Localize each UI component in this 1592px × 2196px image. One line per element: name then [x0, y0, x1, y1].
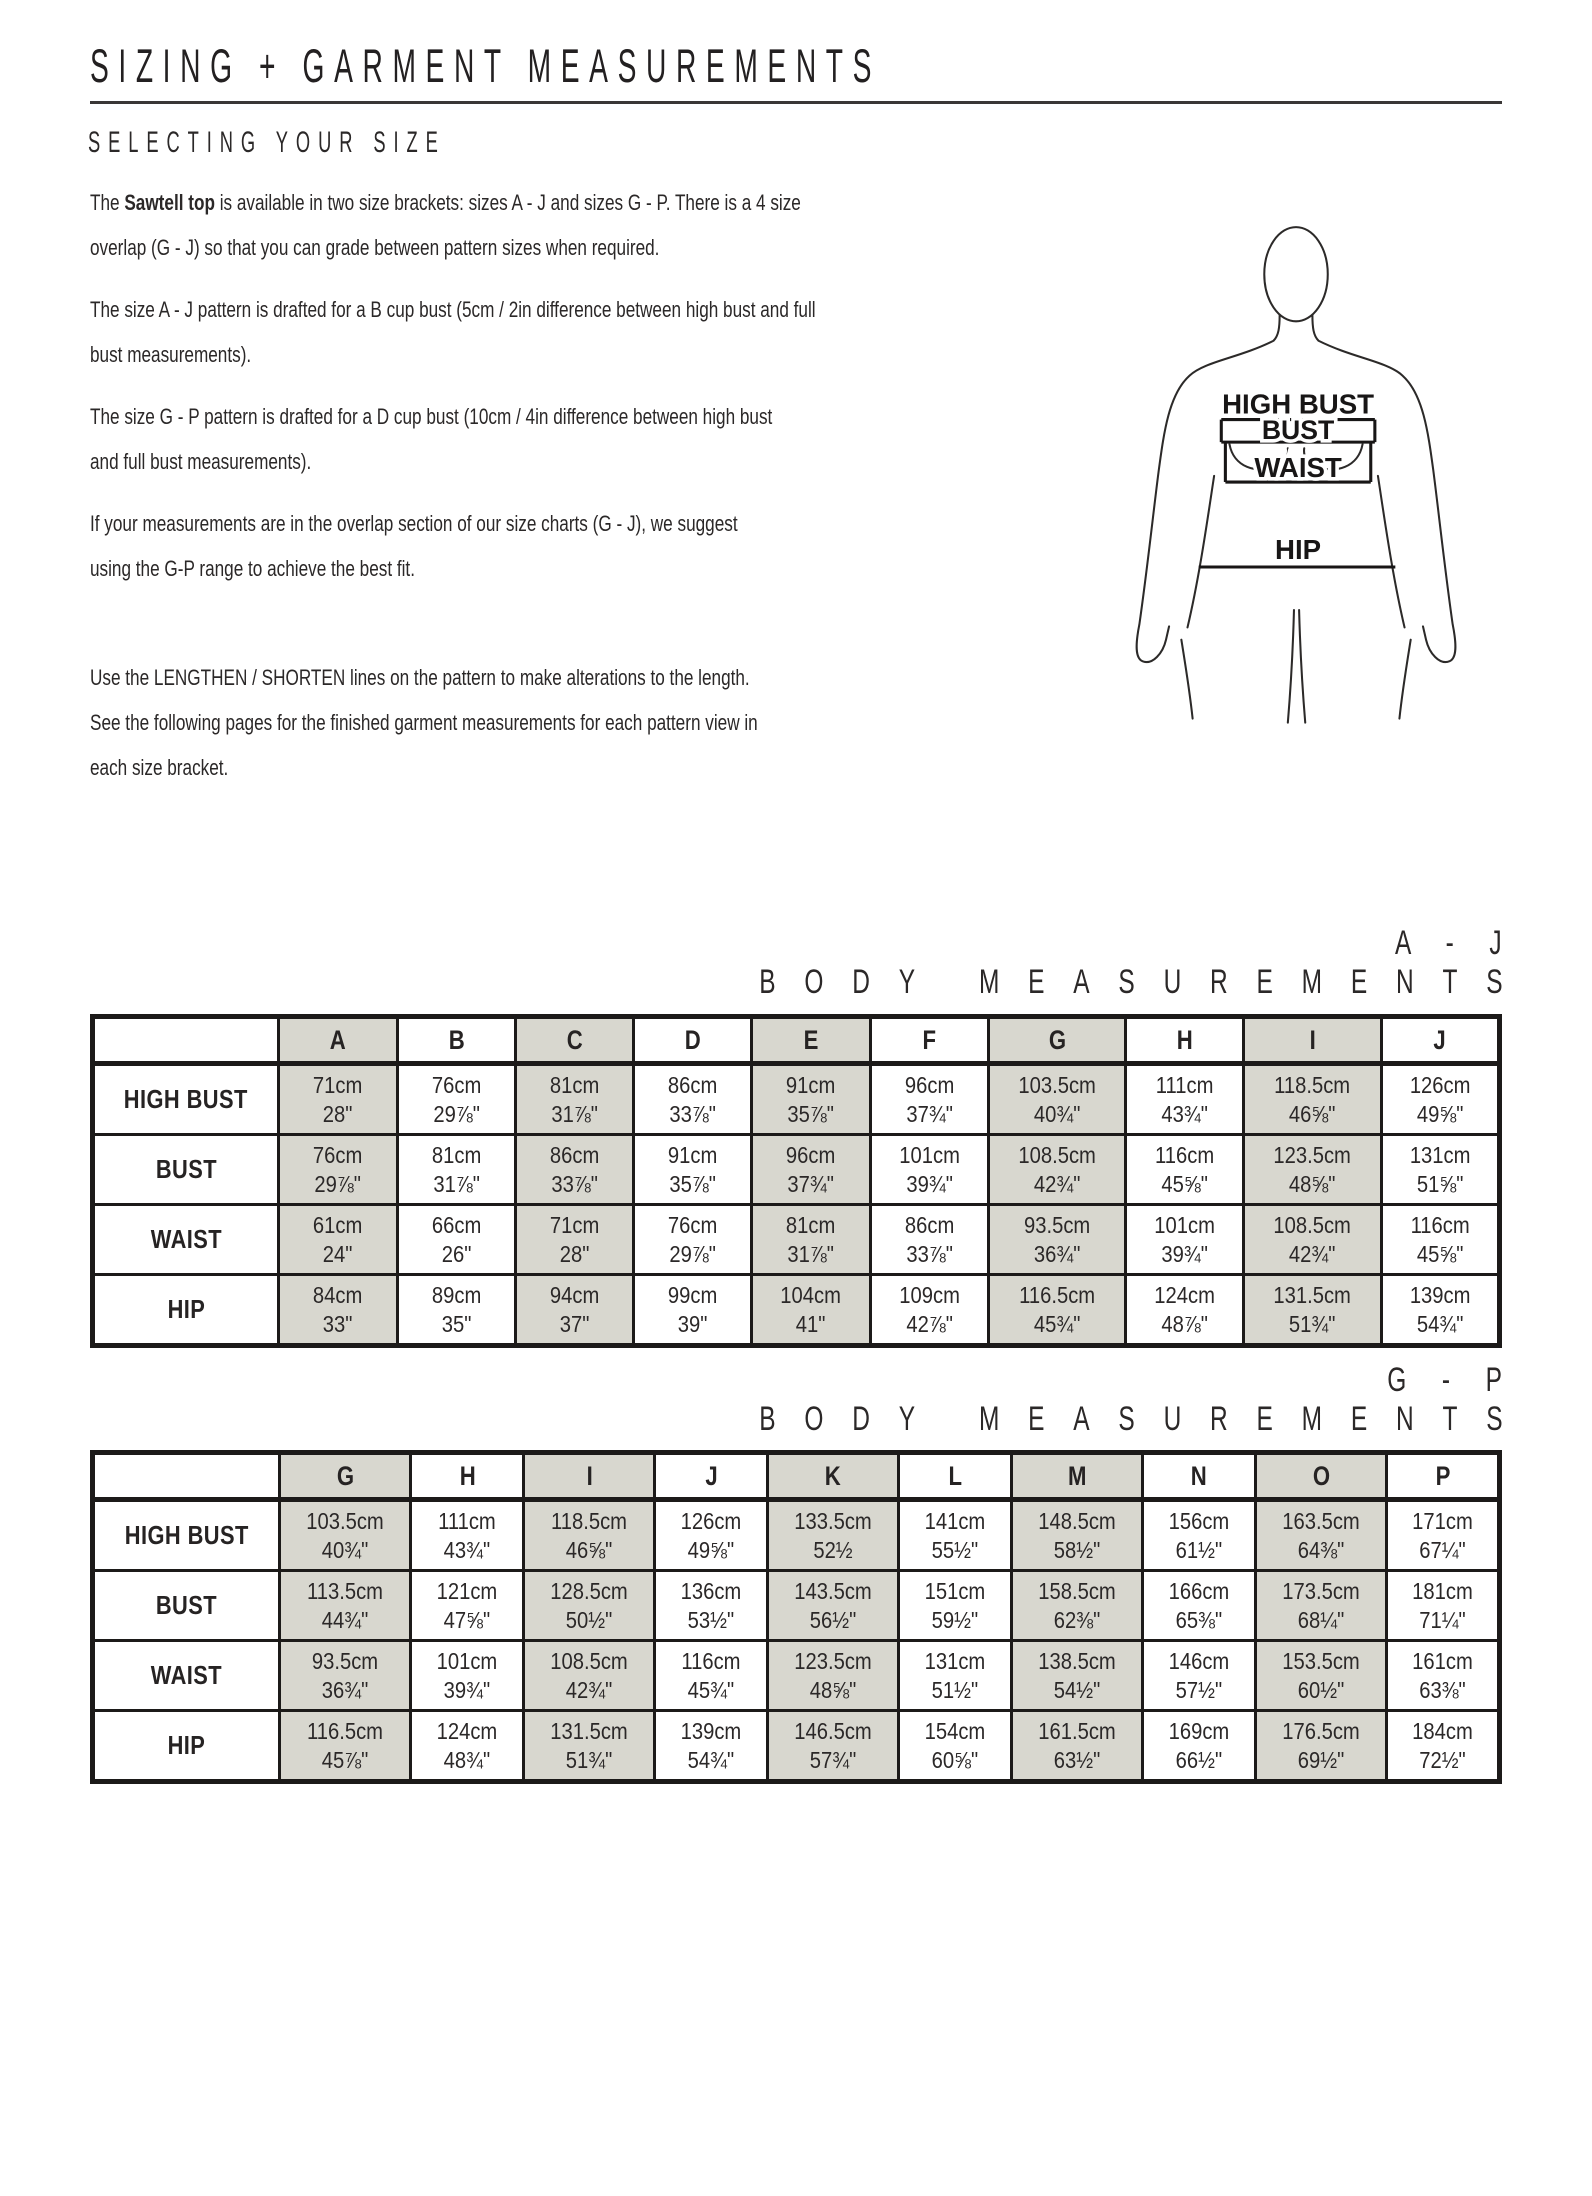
body-measurement-figure: [1080, 186, 1510, 731]
measurement-cell: 118.5cm 46⅝": [524, 1500, 655, 1571]
measurement-cell: 154cm 60⅝": [899, 1711, 1012, 1782]
table-row: [93, 1275, 1500, 1346]
measurement-cell: 86cm 33⅞": [870, 1205, 988, 1275]
size-range-label: A - J: [1395, 924, 1516, 962]
column-header-size-H: H: [411, 1453, 524, 1500]
measurement-cell: 123.5cm 48⅝": [1244, 1135, 1381, 1205]
section-heading: SELECTING YOUR SIZE: [88, 126, 446, 159]
measurement-cell: 118.5cm 46⅝": [1244, 1064, 1381, 1135]
measurement-cell: 116cm 45¾": [655, 1641, 768, 1711]
measurement-cell: 111cm 43¾": [1126, 1064, 1244, 1135]
measurement-cell: 131.5cm 51¾": [524, 1711, 655, 1782]
column-header-size-C: C: [515, 1017, 633, 1064]
table-corner-cell: [93, 1453, 280, 1500]
measurement-cell: 131cm 51½": [899, 1641, 1012, 1711]
measurement-cell: 116.5cm 45¾": [988, 1275, 1125, 1346]
measurement-cell: 76cm 29⅞": [397, 1064, 515, 1135]
measurement-cell: 101cm 39¾": [411, 1641, 524, 1711]
measurement-cell: 146.5cm 57¾": [768, 1711, 899, 1782]
measurement-cell: 81cm 31⅞": [515, 1064, 633, 1135]
measurement-cell: 108.5cm 42¾": [988, 1135, 1125, 1205]
measurement-cell: 96cm 37¾": [870, 1064, 988, 1135]
table-row: [93, 1205, 1500, 1275]
body-copy: [90, 180, 827, 807]
measurement-cell: 123.5cm 48⅝": [768, 1641, 899, 1711]
measurement-cell: 89cm 35": [397, 1275, 515, 1346]
measurement-cell: 116cm 45⅝": [1126, 1135, 1244, 1205]
measurement-cell: 128.5cm 50½": [524, 1571, 655, 1641]
measurement-cell: 131cm 51⅝": [1381, 1135, 1499, 1205]
column-header-size-N: N: [1143, 1453, 1256, 1500]
measurement-cell: 143.5cm 56½": [768, 1571, 899, 1641]
measurement-cell: 71cm 28": [515, 1205, 633, 1275]
figure-legs: [1181, 610, 1410, 723]
figure-left-side: [1137, 315, 1280, 662]
measurement-cell: 158.5cm 62⅜": [1012, 1571, 1143, 1641]
measurement-cell: 86cm 33⅞": [515, 1135, 633, 1205]
column-header-size-I: I: [1244, 1017, 1381, 1064]
column-header-size-P: P: [1387, 1453, 1500, 1500]
column-header-size-I: I: [524, 1453, 655, 1500]
pattern-name: Sawtell top: [124, 190, 215, 215]
measurement-cell: 146cm 57½": [1143, 1641, 1256, 1711]
row-label: HIP: [93, 1275, 279, 1346]
column-header-size-H: H: [1126, 1017, 1244, 1064]
body-measurements-table-a-j: [90, 1014, 1502, 1348]
column-header-size-D: D: [634, 1017, 752, 1064]
table-row: [93, 1711, 1500, 1782]
table-heading-g-p: [90, 1361, 1531, 1440]
measurement-cell: 93.5cm 36¾": [988, 1205, 1125, 1275]
intro-suffix: is available in two size brackets: sizes A - J and sizes G - P. There is a 4 size overlap (G - J) so that you can grade between pattern sizes when required.: [90, 190, 801, 260]
paragraph-overlap: If your measurements are in the overlap section of our size charts (G - J), we suggest using the G-P range to achieve the best fit.: [90, 511, 738, 581]
measurement-cell: 141cm 55½": [899, 1500, 1012, 1571]
column-header-size-O: O: [1256, 1453, 1387, 1500]
measurement-cell: 124cm 48⅞": [1126, 1275, 1244, 1346]
paragraph-d-cup: The size G - P pattern is drafted for a D cup bust (10cm / 4in difference between high bust and full bust measurements).: [90, 404, 773, 474]
measurement-cell: 153.5cm 60½": [1256, 1641, 1387, 1711]
column-header-size-G: G: [988, 1017, 1125, 1064]
column-header-size-K: K: [768, 1453, 899, 1500]
measurement-cell: 151cm 59½": [899, 1571, 1012, 1641]
measurement-cell: 109cm 42⅞": [870, 1275, 988, 1346]
size-range-label: G - P: [1386, 1361, 1516, 1399]
measurement-cell: 136cm 53½": [655, 1571, 768, 1641]
intro-prefix: The: [90, 190, 125, 215]
measurement-cell: 94cm 37": [515, 1275, 633, 1346]
title-divider: [90, 101, 1502, 104]
measurement-cell: 103.5cm 40¾": [280, 1500, 411, 1571]
row-label: WAIST: [93, 1641, 280, 1711]
measurement-cell: 126cm 49⅝": [1381, 1064, 1499, 1135]
measurement-cell: 173.5cm 68¼": [1256, 1571, 1387, 1641]
measurement-cell: 104cm 41": [752, 1275, 870, 1346]
measurement-cell: 148.5cm 58½": [1012, 1500, 1143, 1571]
measurement-cell: 101cm 39¾": [1126, 1205, 1244, 1275]
measurement-cell: 181cm 71¼": [1387, 1571, 1500, 1641]
page-title: SIZING + GARMENT MEASUREMENTS: [90, 39, 882, 92]
measurement-cell: 66cm 26": [397, 1205, 515, 1275]
measurement-cell: 126cm 49⅝": [655, 1500, 768, 1571]
measurement-cell: 161cm 63⅜": [1387, 1641, 1500, 1711]
column-header-size-L: L: [899, 1453, 1012, 1500]
table-subtitle: BODY MEASUREMENTS: [758, 963, 1531, 1001]
measurement-cell: 121cm 47⅝": [411, 1571, 524, 1641]
column-header-size-G: G: [280, 1453, 411, 1500]
column-header-size-B: B: [397, 1017, 515, 1064]
table-row: [93, 1064, 1500, 1135]
measurement-cell: 133.5cm 52½: [768, 1500, 899, 1571]
measurement-cell: 76cm 29⅞": [279, 1135, 397, 1205]
column-header-size-E: E: [752, 1017, 870, 1064]
measurement-cell: 91cm 35⅞": [752, 1064, 870, 1135]
measurement-cell: 103.5cm 40¾": [988, 1064, 1125, 1135]
body-measurements-table-g-p: [90, 1450, 1502, 1784]
measurement-cell: 111cm 43¾": [411, 1500, 524, 1571]
measurement-cell: 139cm 54¾": [655, 1711, 768, 1782]
figure-label-hip: HIP: [1275, 533, 1322, 565]
paragraph-lengthen-shorten: Use the LENGTHEN / SHORTEN lines on the pattern to make alterations to the length. See the following pages for the finished garment measurements for each pattern view in each size bracket.: [90, 665, 758, 780]
figure-label-bust: BUST: [1261, 415, 1335, 446]
measurement-cell: 86cm 33⅞": [634, 1064, 752, 1135]
measurement-cell: 93.5cm 36¾": [280, 1641, 411, 1711]
measurement-cell: 108.5cm 42¾": [1244, 1205, 1381, 1275]
table-corner-cell: [93, 1017, 279, 1064]
figure-label-high-bust: HIGH BUST: [1222, 388, 1375, 420]
figure-label-waist: WAIST: [1254, 451, 1342, 483]
measurement-cell: 184cm 72½": [1387, 1711, 1500, 1782]
measurement-cell: 169cm 66½": [1143, 1711, 1256, 1782]
measurement-cell: 138.5cm 54½": [1012, 1641, 1143, 1711]
row-label: HIGH BUST: [93, 1064, 279, 1135]
measurement-cell: 61cm 24": [279, 1205, 397, 1275]
measurement-cell: 84cm 33": [279, 1275, 397, 1346]
figure-right-side: [1312, 315, 1455, 662]
figure-head: [1264, 227, 1327, 321]
column-header-size-M: M: [1012, 1453, 1143, 1500]
measurement-cell: 176.5cm 69½": [1256, 1711, 1387, 1782]
measurement-cell: 71cm 28": [279, 1064, 397, 1135]
measurement-cell: 116.5cm 45⅞": [280, 1711, 411, 1782]
row-label: BUST: [93, 1571, 280, 1641]
row-label: HIP: [93, 1711, 280, 1782]
table-row: [93, 1641, 1500, 1711]
table-row: [93, 1571, 1500, 1641]
paragraph-b-cup: The size A - J pattern is drafted for a B cup bust (5cm / 2in difference between high bust and full bust measurements).: [90, 297, 816, 367]
measurement-cell: 96cm 37¾": [752, 1135, 870, 1205]
row-label: WAIST: [93, 1205, 279, 1275]
measurement-cell: 99cm 39": [634, 1275, 752, 1346]
measurement-cell: 131.5cm 51¾": [1244, 1275, 1381, 1346]
measurement-cell: 166cm 65⅜": [1143, 1571, 1256, 1641]
column-header-size-J: J: [655, 1453, 768, 1500]
measurement-cell: 163.5cm 64⅜": [1256, 1500, 1387, 1571]
measurement-cell: 113.5cm 44¾": [280, 1571, 411, 1641]
table-heading-a-j: [90, 924, 1531, 1003]
paragraph-intro: [90, 180, 827, 270]
column-header-size-J: J: [1381, 1017, 1499, 1064]
measurement-cell: 139cm 54¾": [1381, 1275, 1499, 1346]
measurement-cell: 108.5cm 42¾": [524, 1641, 655, 1711]
body-silhouette: [1080, 186, 1510, 731]
column-header-size-A: A: [279, 1017, 397, 1064]
row-label: HIGH BUST: [93, 1500, 280, 1571]
measurement-cell: 81cm 31⅞": [752, 1205, 870, 1275]
measurement-cell: 156cm 61½": [1143, 1500, 1256, 1571]
measurement-cell: 81cm 31⅞": [397, 1135, 515, 1205]
measurement-cell: 76cm 29⅞": [634, 1205, 752, 1275]
measurement-cell: 116cm 45⅝": [1381, 1205, 1499, 1275]
table-row: [93, 1500, 1500, 1571]
measurement-cell: 91cm 35⅞": [634, 1135, 752, 1205]
measurement-cell: 124cm 48¾": [411, 1711, 524, 1782]
column-header-size-F: F: [870, 1017, 988, 1064]
measurement-cell: 171cm 67¼": [1387, 1500, 1500, 1571]
measurement-cell: 161.5cm 63½": [1012, 1711, 1143, 1782]
table-row: [93, 1135, 1500, 1205]
row-label: BUST: [93, 1135, 279, 1205]
measurement-cell: 101cm 39¾": [870, 1135, 988, 1205]
table-subtitle: BODY MEASUREMENTS: [758, 1400, 1531, 1438]
